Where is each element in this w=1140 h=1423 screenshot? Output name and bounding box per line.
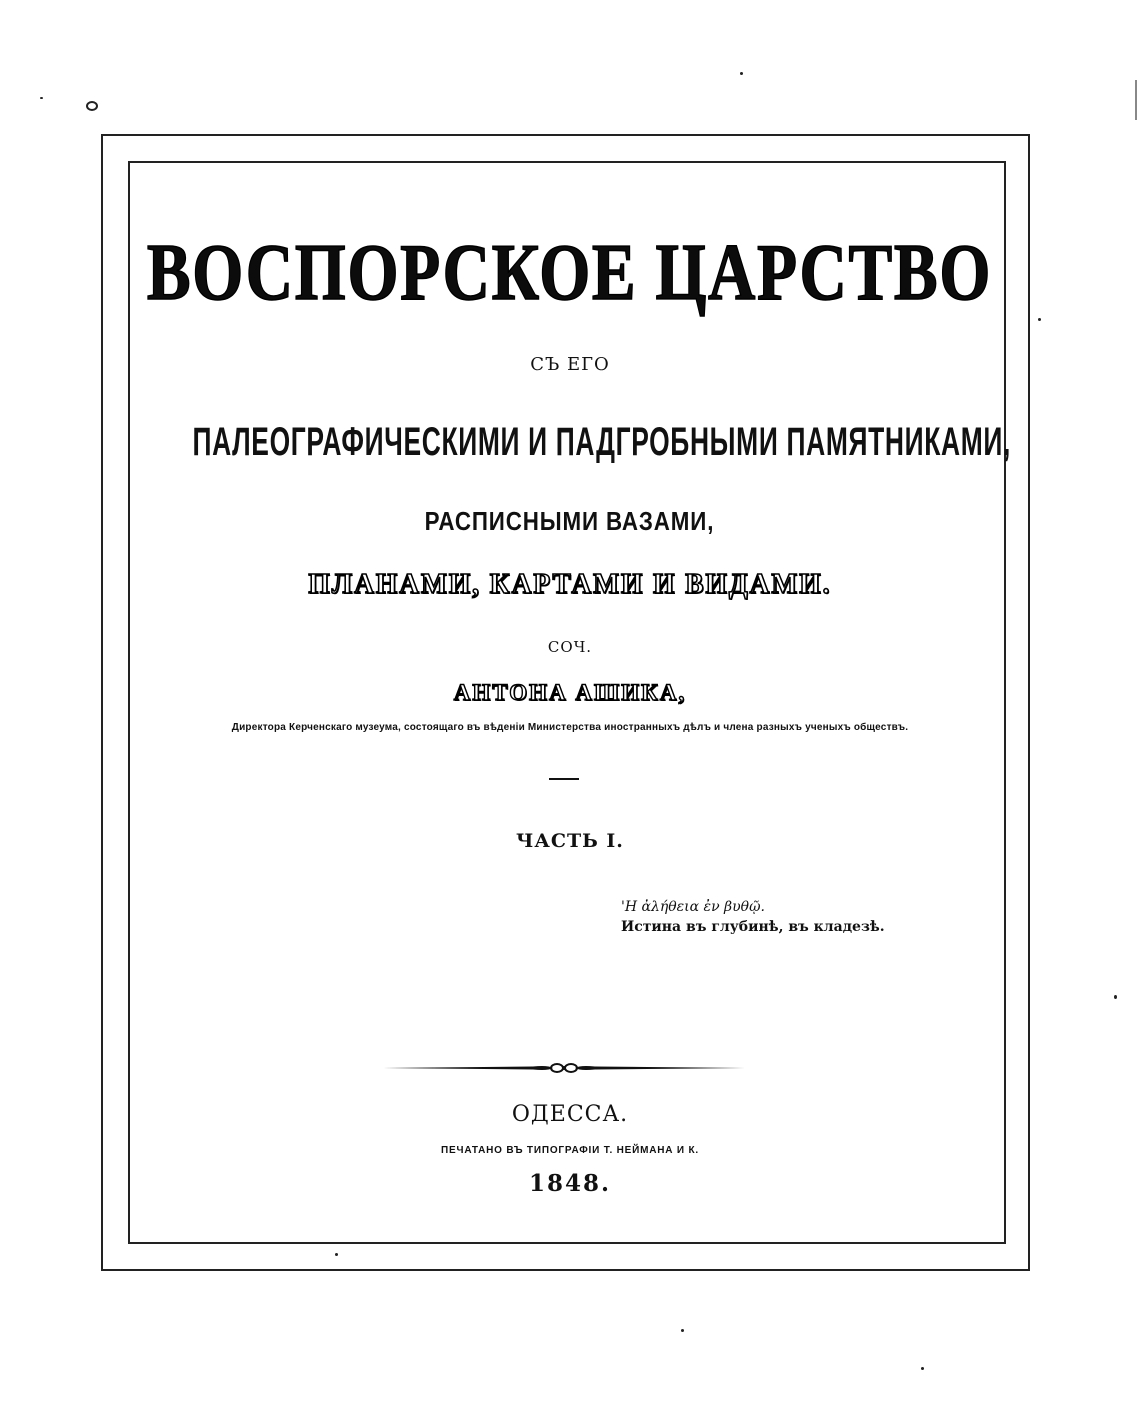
printer: ПЕЧАТАНО ВЪ ТИПОГРАФІИ Т. НЕЙМАНА И К. xyxy=(441,1145,699,1156)
epigraph-greek: 'Η ἀλήθεια ἐν βυθῷ. xyxy=(621,899,765,915)
subtitle-monuments: ПАЛЕОГРАФИЧЕСКИМИ И ПАДГРОБНЫМИ ПАМЯТНИКАМИ, xyxy=(192,420,1012,464)
subtitle-vases: РАСПИСНЫМИ ВАЗАМИ, xyxy=(424,506,715,536)
short-divider xyxy=(549,778,579,780)
scan-speck xyxy=(1135,80,1137,120)
scan-speck xyxy=(1114,995,1117,999)
city: ОДЕССА. xyxy=(511,1102,629,1127)
scan-speck xyxy=(40,97,43,99)
book-title xyxy=(102,228,1037,319)
scan-speck xyxy=(740,72,743,75)
epigraph xyxy=(621,897,885,937)
work-label: СОЧ. xyxy=(547,638,593,656)
ornamental-rule xyxy=(383,1060,745,1076)
scan-speck xyxy=(921,1367,924,1370)
author-description: Директора Керченскаго музеума, состоящаго въ вѣденіи Министерства иностранныхъ дѣлъ и члена разныхъ ученыхъ обществъ. xyxy=(231,722,909,733)
book-title-text: ВОСПОРСКОЕ ЦАРСТВО xyxy=(146,229,992,317)
subtitle-with: СЪ ЕГО xyxy=(530,354,610,375)
scan-speck xyxy=(86,101,98,111)
scan-speck xyxy=(681,1329,684,1332)
author-name: АНТОНА АШИКА, xyxy=(453,680,687,705)
part-number: ЧАСТЬ I. xyxy=(516,830,624,852)
scan-speck xyxy=(335,1253,338,1256)
epigraph-russian: Истина въ глубинѣ, въ кладезѣ. xyxy=(621,919,885,935)
subtitle-plans-maps: ПЛАНАМИ, КАРТАМИ И ВИДАМИ. xyxy=(308,569,832,600)
scan-speck xyxy=(1038,318,1041,321)
publication-year: 1848. xyxy=(528,1170,612,1197)
